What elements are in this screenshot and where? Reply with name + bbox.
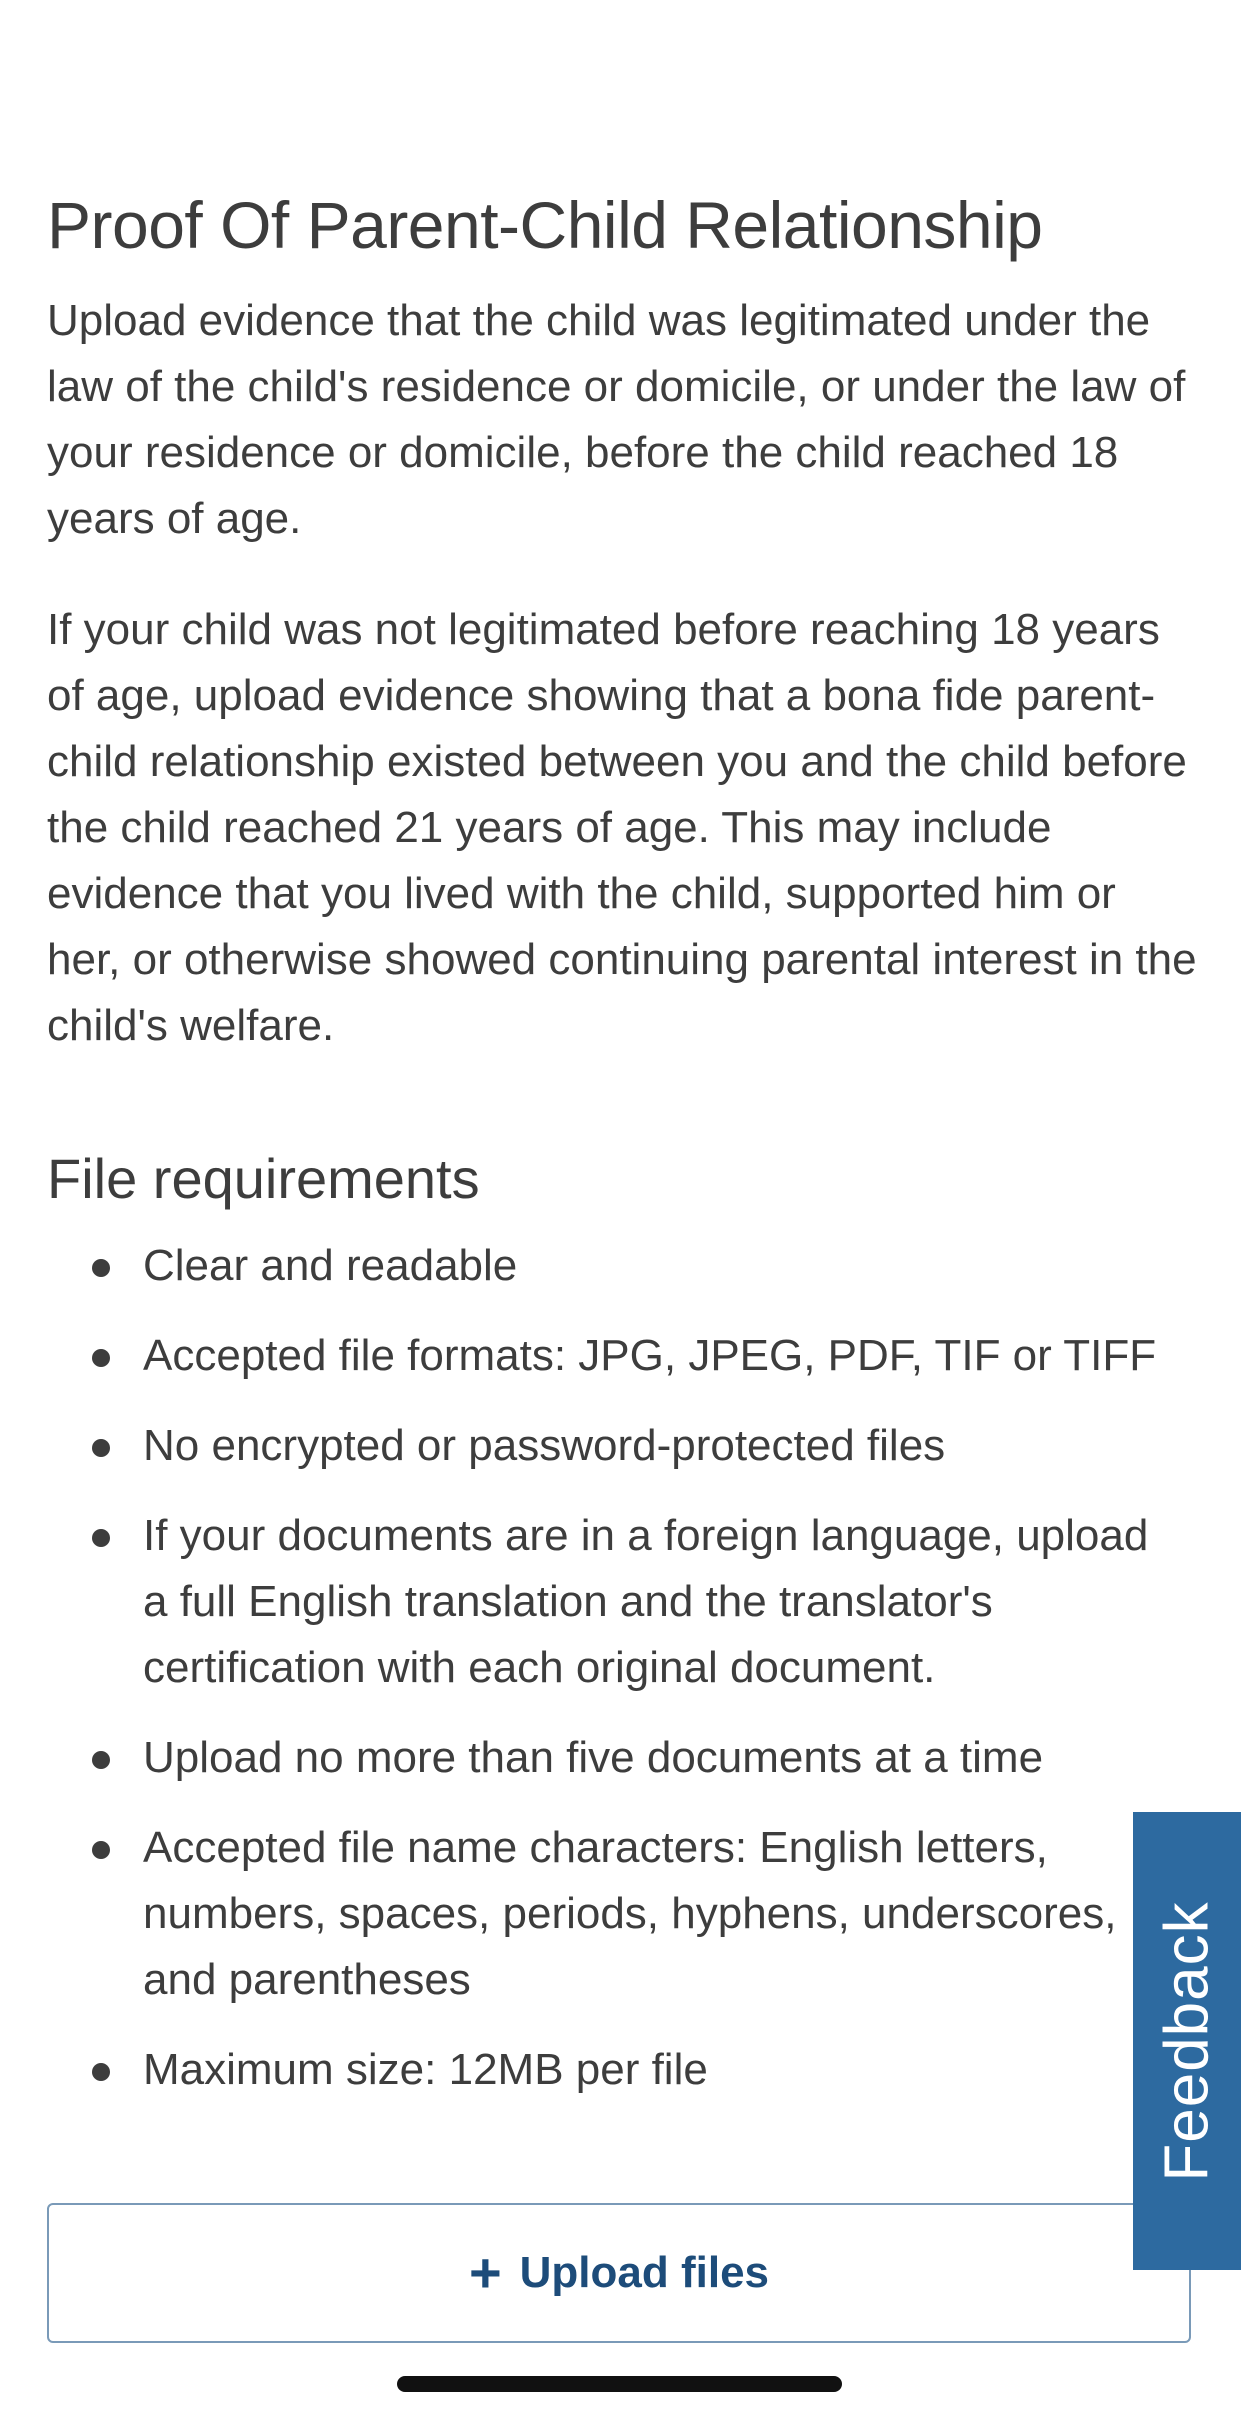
bullet-icon	[92, 2063, 110, 2081]
list-item	[47, 1233, 1197, 1299]
bullet-icon	[92, 1349, 110, 1367]
bona-fide-paragraph: If your child was not legitimated before reaching 18 years of age, upload evidence showing that a bona fide parent-child relationship existed between you and the child before the child reached 21 years of age. This may include evidence that you lived with the child, supported him or her, or otherwise showed continuing parental interest in the child's welfare.	[47, 605, 1197, 1050]
file-requirements-list	[47, 1233, 1197, 2103]
upload-files-label: Upload files	[519, 2248, 770, 2297]
list-item-text: No encrypted or password-protected files	[143, 1421, 946, 1470]
feedback-label: Feedback	[1152, 1900, 1222, 2182]
list-item-text: Accepted file name characters: English letters, numbers, spaces, periods, hyphens, underscores, and parentheses	[143, 1823, 1117, 2004]
list-item-text: Upload no more than five documents at a time	[143, 1733, 1044, 1782]
list-item-text: Maximum size: 12MB per file	[143, 2045, 708, 2094]
list-item	[47, 1413, 1197, 1479]
bullet-icon	[92, 1529, 110, 1547]
list-item-text: Clear and readable	[143, 1241, 518, 1290]
intro-paragraph: Upload evidence that the child was legitimated under the law of the child's residence or domicile, or under the law of your residence or domicile, before the child reached 18 years of age.	[47, 296, 1186, 543]
list-item-text: Accepted file formats: JPG, JPEG, PDF, TIF or TIFF	[143, 1331, 1157, 1380]
bullet-icon	[92, 1259, 110, 1277]
feedback-tab[interactable]	[1133, 1812, 1241, 2270]
list-item	[47, 1725, 1197, 1791]
list-item	[47, 1503, 1197, 1701]
file-requirements-heading: File requirements	[47, 1147, 480, 1210]
main-content	[47, 180, 1197, 2127]
bullet-icon	[92, 1751, 110, 1769]
plus-icon: +	[468, 2241, 502, 2304]
list-item	[47, 1815, 1197, 2013]
page-title: Proof Of Parent-Child Relationship	[47, 188, 1043, 262]
bullet-icon	[92, 1439, 110, 1457]
list-item	[47, 1323, 1197, 1389]
home-indicator[interactable]	[397, 2376, 842, 2392]
upload-files-button[interactable]	[47, 2203, 1191, 2343]
list-item-text: If your documents are in a foreign language, upload a full English translation and the translator's certification with each original document.	[143, 1511, 1149, 1692]
bullet-icon	[92, 1841, 110, 1859]
list-item	[47, 2037, 1197, 2103]
